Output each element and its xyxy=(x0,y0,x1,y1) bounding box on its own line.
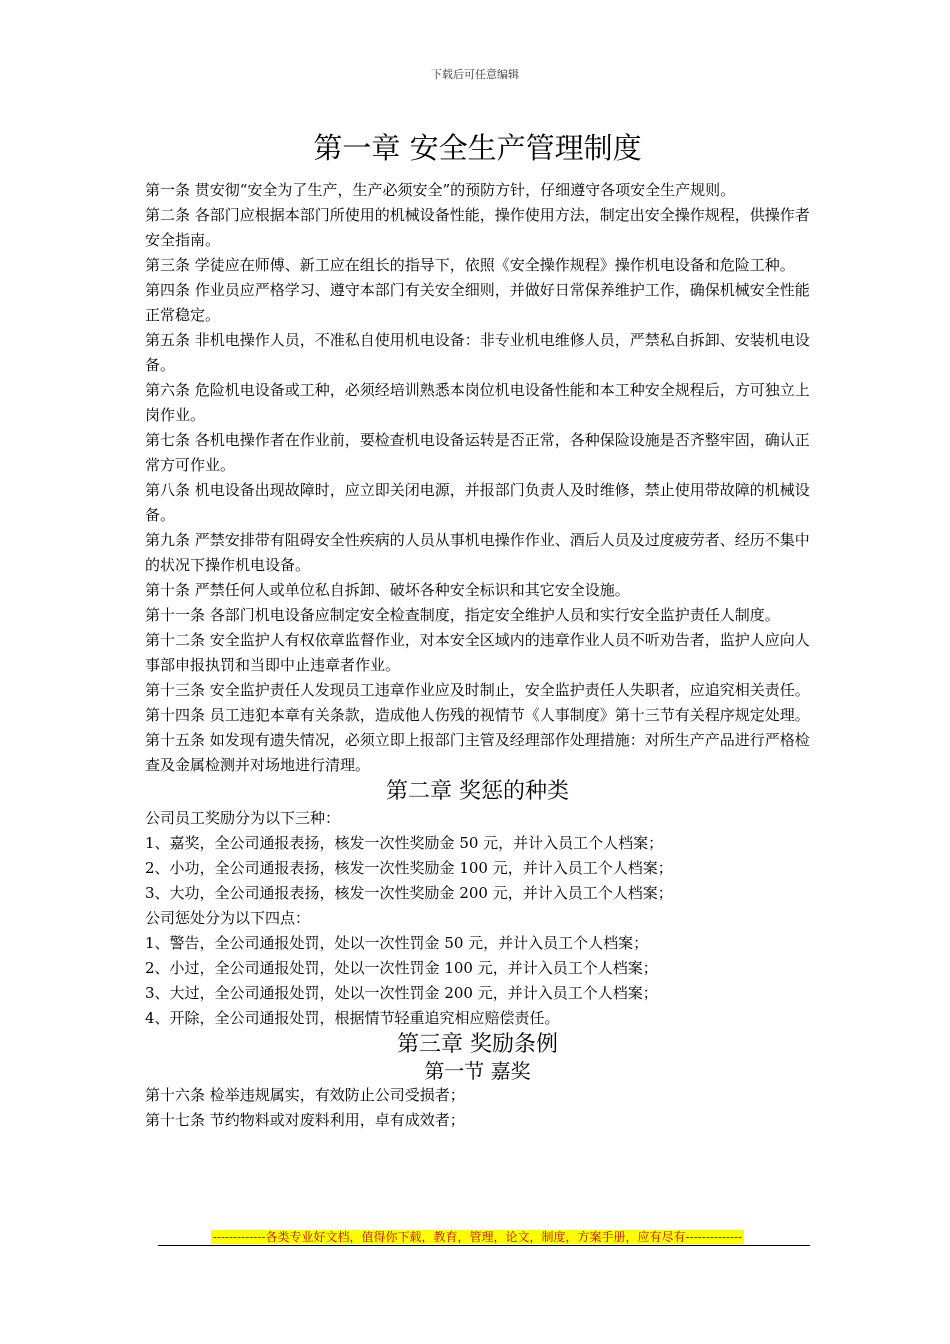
article-8: 第八条 机电设备出现故障时，应立即关闭电源，并报部门负责人及时维修，禁止使用带故障的机械设备。 xyxy=(145,481,810,524)
article-3: 第三条 学徒应在师傅、新工应在组长的指导下，依照《安全操作规程》操作机电设备和危险工种。 xyxy=(145,256,795,274)
footer-banner xyxy=(145,1226,810,1245)
article-15: 第十五条 如发现有遗失情况，必须立即上报部门主管及经理部作处理措施：对所生产产品进行严格检查及金属检测并对场地进行清理。 xyxy=(145,731,810,774)
reward-item: 1、嘉奖，全公司通报表扬，核发一次性奖励金 50 元，并计入员工个人档案； xyxy=(145,834,664,852)
article-14: 第十四条 员工违犯本章有关条款，造成他人伤残的视情节《人事制度》第十三节有关程序规定处理。 xyxy=(145,706,810,724)
article-12: 第十二条 安全监护人有权依章监督作业，对本安全区域内的违章作业人员不听劝告者，监护人应向人事部申报执罚和当即中止违章者作业。 xyxy=(145,631,810,674)
section-1-title: 第一节 嘉奖 xyxy=(424,1059,531,1083)
article-9: 第九条 严禁安排带有阻碍安全性疾病的人员从事机电操作作业、酒后人员及过度疲劳者、经历不集中的状况下操作机电设备。 xyxy=(145,531,810,574)
penalty-item: 4、开除，全公司通报处罚，根据情节轻重追究相应赔偿责任。 xyxy=(145,1009,560,1027)
article-2: 第二条 各部门应根据本部门所使用的机械设备性能，操作使用方法，制定出安全操作规程，供操作者安全指南。 xyxy=(145,206,810,249)
article-1: 第一条 贯安彻“安全为了生产，生产必须安全”的预防方针，仔细遵守各项安全生产规则。 xyxy=(145,181,736,199)
chapter-1-title: 第一章 安全生产管理制度 xyxy=(313,131,642,165)
chapter-3-title: 第三章 奖励条例 xyxy=(397,1032,558,1057)
article-11: 第十一条 各部门机电设备应制定安全检查制度，指定安全维护人员和实行安全监护责任人制度。 xyxy=(145,606,780,624)
article-5: 第五条 非机电操作人员，不准私自使用机电设备：非专业机电维修人员，严禁私自拆卸、安装机电设备。 xyxy=(145,331,810,374)
footer-divider xyxy=(158,1245,810,1246)
reward-item: 3、大功，全公司通报表扬，核发一次性奖励金 200 元，并计入员工个人档案； xyxy=(145,884,673,902)
article-13: 第十三条 安全监护责任人发现员工违章作业应及时制止，安全监护责任人失职者，应追究相关责任。 xyxy=(145,681,810,699)
article-10: 第十条 严禁任何人或单位私自拆卸、破坏各种安全标识和其它安全设施。 xyxy=(145,581,630,599)
reward-item: 2、小功，全公司通报表扬，核发一次性奖励金 100 元，并计入员工个人档案； xyxy=(145,859,673,877)
article-16: 第十六条 检举违规属实，有效防止公司受损者； xyxy=(145,1086,465,1104)
reward-intro: 公司员工奖励分为以下三种： xyxy=(145,809,341,827)
article-4: 第四条 作业员应严格学习、遵守本部门有关安全细则，并做好日常保养维护工作，确保机械安全性能正常稳定。 xyxy=(145,281,810,324)
penalty-intro: 公司惩处分为以下四点： xyxy=(145,909,311,927)
penalty-item: 1、警告，全公司通报处罚，处以一次性罚金 50 元，并计入员工个人档案； xyxy=(145,934,649,952)
article-6: 第六条 危险机电设备或工种，必须经培训熟悉本岗位机电设备性能和本工种安全规程后，方可独立上岗作业。 xyxy=(145,381,810,424)
chapter-2-title: 第二章 奖惩的种类 xyxy=(386,779,569,804)
footer-banner-text: -------------各类专业好文档，值得你下载，教育，管理，论文，制度，方案手册，应有尽有-------------- xyxy=(212,1230,743,1244)
article-17: 第十七条 节约物料或对废料利用，卓有成效者； xyxy=(145,1111,465,1129)
penalty-item: 3、大过，全公司通报处罚，处以一次性罚金 200 元，并计入员工个人档案； xyxy=(145,984,658,1002)
article-7: 第七条 各机电操作者在作业前，要检查机电设备运转是否正常，各种保险设施是否齐整牢固，确认正常方可作业。 xyxy=(145,431,810,474)
document-body xyxy=(145,128,810,1133)
penalty-item: 2、小过，全公司通报处罚，处以一次性罚金 100 元，并计入员工个人档案； xyxy=(145,959,658,977)
header-note: 下载后可任意编辑 xyxy=(431,68,519,81)
